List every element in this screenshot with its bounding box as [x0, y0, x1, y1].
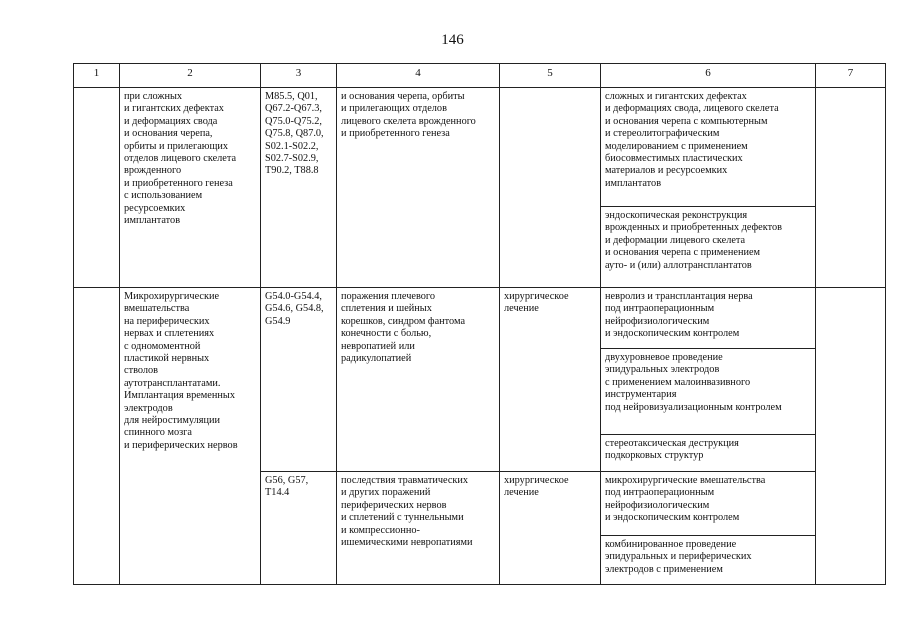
cell-group-name: при сложных и гигантских дефектах и деформациях свода и основания черепа, орбиты и прилегающих отделов лицевого скелета врожденного и приобретенного генеза с использованием ресурсоемких имплантатов [120, 88, 261, 288]
cell-treatment-type: хирургическое лечение [500, 472, 601, 585]
cell-method: стереотаксическая деструкция подкорковых структур [601, 435, 816, 472]
cell-patient-model: и основания черепа, орбиты и прилегающих отделов лицевого скелета врожденного и приобретенного генеза [337, 88, 500, 288]
cell-method: эндоскопическая реконструкция врожденных и приобретенных дефектов и деформации лицевого скелета и основания черепа с применением ауто- и (или) аллотрансплантатов [601, 207, 816, 288]
cell-icd-codes: M85.5, Q01, Q67.2-Q67.3, Q75.0-Q75.2, Q75.8, Q87.0, S02.1-S02.2, S02.7-S02.9, T90.2, T88.8 [261, 88, 337, 288]
header-cell-6: 6 [601, 64, 816, 88]
header-cell-5: 5 [500, 64, 601, 88]
table-row [74, 88, 886, 207]
header-cell-4: 4 [337, 64, 500, 88]
cell-icd-codes: G54.0-G54.4, G54.6, G54.8, G54.9 [261, 288, 337, 472]
cell-cost [816, 88, 886, 288]
cell-group-name: Микрохирургические вмешательства на периферических нервах и сплетениях с одномоментной пластикой нервных стволов аутотрансплантатами. Имплантация временных электродов для нейростимуляции спинного мозга и периферических нервов [120, 288, 261, 585]
header-row [74, 64, 886, 88]
procedures-table [73, 63, 886, 585]
cell-method: двухуровневое проведение эпидуральных электродов с применением малоинвазивного инструментария под нейровизуализационным контролем [601, 349, 816, 435]
cell-treatment-type [500, 88, 601, 288]
cell-method: сложных и гигантских дефектах и деформациях свода, лицевого скелета и основания черепа с компьютерным и стереолитографическим моделированием с применением биосовместимых пластических материалов и ресурсоемких имплантатов [601, 88, 816, 207]
cell-method: невролиз и трансплантация нерва под интраоперационным нейрофизиологическим и эндоскопическим контролем [601, 288, 816, 349]
cell-method: комбинированное проведение эпидуральных и периферических электродов с применением [601, 536, 816, 585]
header-cell-1: 1 [74, 64, 120, 88]
cell-patient-model: поражения плечевого сплетения и шейных корешков, синдром фантома конечности с болью, невропатией или радикулопатией [337, 288, 500, 472]
cell-icd-codes: G56, G57, T14.4 [261, 472, 337, 585]
cell-method: микрохирургические вмешательства под интраоперационным нейрофизиологическим и эндоскопическим контролем [601, 472, 816, 536]
header-cell-3: 3 [261, 64, 337, 88]
cell-number [74, 88, 120, 288]
header-cell-2: 2 [120, 64, 261, 88]
cell-patient-model: последствия травматических и других поражений периферических нервов и сплетений с туннельными и компрессионно- ишемическими невропатиями [337, 472, 500, 585]
table-row [74, 288, 886, 349]
page-number: 146 [441, 32, 464, 48]
cell-number [74, 288, 120, 585]
header-cell-7: 7 [816, 64, 886, 88]
cell-cost [816, 288, 886, 585]
cell-treatment-type: хирургическое лечение [500, 288, 601, 472]
